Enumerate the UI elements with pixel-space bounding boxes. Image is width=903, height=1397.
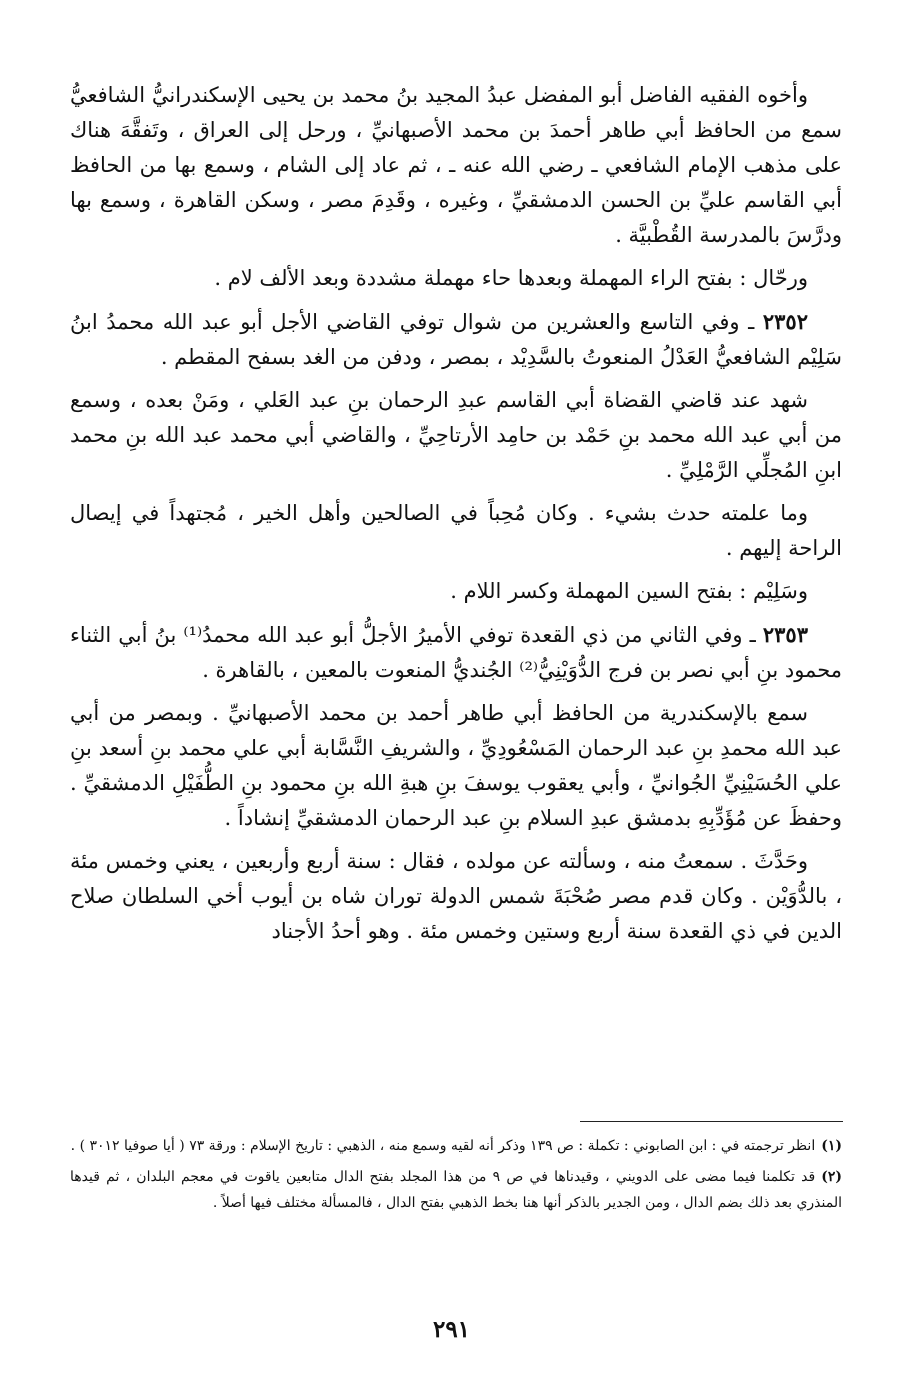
footnote-text: قد تكلمنا فيما مضى على الدويني ، وقيدناها في ص ٩ من هذا المجلد بفتح الدال متابعين ياقوت في معجم البلدان ، ثم قيدها المنذري بعد ذلك بضم الدال ، ومن الجدير بالذكر أنها هنا بخط الذهبي بفتح الدال ، فالمسألة مختلف فيها أصلاً .	[70, 1169, 842, 1211]
entry-text: ـ وفي التاسع والعشرين من شوال توفي القاضي الأجل أبو عبد الله محمدُ ابنُ سَلِيْم الشافعيُّ العَدْلُ المنعوتُ بالسَّدِيْد ، بمصر ، ودفن من الغد بسفح المقطم .	[70, 310, 842, 369]
entry-paragraph	[70, 304, 842, 375]
page-number: ٢٩١	[432, 1316, 471, 1343]
footnote	[70, 1133, 842, 1159]
paragraph: وما علمته حدث بشيء . وكان مُحِباً في الصالحين وأهل الخير ، مُجتهداً في إيصال الراحة إليهم .	[70, 501, 842, 560]
paragraph: سمع بالإسكندرية من الحافظ أبي طاهر أحمد بن محمد الأصبهانيِّ . وبمصر من أبي عبد الله محمدِ بنِ عبد الرحمان المَسْعُودِيِّ ، والشريفِ النَّسَّابة أبي علي محمد بنِ أسعد بنِ علي الحُسَيْنِيِّ الجُوانيِّ ، وأبي يعقوب يوسفَ بنِ هبةِ الله بنِ محمود بنِ الطُّفَيْلِ الدمشقيِّ . وحفظَ عن مُؤَدِّبِهِ بدمشق عبدِ السلام بنِ عبد الرحمان الدمشقيِّ إنشاداً .	[70, 701, 842, 830]
footnote-divider	[580, 1121, 843, 1122]
footnotes	[70, 1133, 842, 1221]
page-body	[70, 78, 842, 957]
gloss-note: وسَلِيْم : بفتح السين المهملة وكسر اللام .	[450, 579, 808, 603]
paragraph: وحَدَّثَ . سمعتُ منه ، وسألته عن مولده ، فقال : سنة أربع وأربعين ، يعني وخمس مئة ، بالدُّوَيْن . وكان قدم مصر صُحْبَةَ شمس الدولة توران شاه بن أيوب أخي السلطان صلاح الدين في ذي القعدة سنة أربع وستين وخمس مئة . وهو أحدُ الأجناد	[70, 849, 842, 943]
paragraph: شهد عند قاضي القضاة أبي القاسم عبدِ الرحمان بنِ عبد العَلي ، ومَنْ بعده ، وسمع من أبي عبد الله محمد بنِ حَمْد بن حامِد الأرتاحِيِّ ، والقاضي أبي محمد عبد الله بنِ محمد ابنِ المُجلِّي الرَّمْلِيِّ .	[70, 388, 842, 482]
entry-text: ـ وفي الثاني من ذي القعدة توفي الأميرُ الأجلُّ أبو عبد الله محمدُ⁽¹⁾ بنُ أبي الثناء محمود بنِ أبي نصر بن فرج الدُّوَيْنِيُّ⁽²⁾ الجُنديُّ المنعوت بالمعين ، بالقاهرة .	[70, 623, 842, 682]
gloss-note: ورحّال : بفتح الراء المهملة وبعدها حاء مهملة مشددة وبعد الألف لام .	[214, 266, 808, 290]
footnote-text: انظر ترجمته في : ابن الصابوني : تكملة : ص ١٣٩ وذكر أنه لقيه وسمع منه ، الذهبي : تاريخ الإسلام : ورقة ٧٣ ( أيا صوفيا ٣٠١٢ ) .	[70, 1138, 816, 1154]
footnote	[70, 1164, 842, 1216]
entry-paragraph	[70, 617, 842, 688]
paragraph: وأخوه الفقيه الفاضل أبو المفضل عبدُ المجيد بنُ محمد بن يحيى الإسكندرانيُّ الشافعيُّ سمع من الحافظ أبي طاهر أحمدَ بن محمد الأصبهانيِّ ، ورحل إلى العراق ، وتَفقَّهَ هناك على مذهب الإمام الشافعي ـ رضي الله عنه ـ ، ثم عاد إلى الشام ، وسمع بها من الحافظ أبي القاسم عليِّ بن الحسن الدمشقيِّ ، وغيره ، وقَدِمَ مصر ، وسكن القاهرة ، وسمع بها ودرَّسَ بالمدرسة القُطْبيَّة .	[70, 83, 842, 247]
entry-number: ٢٣٥٢	[762, 309, 808, 334]
entry-number: ٢٣٥٣	[762, 622, 808, 647]
footnote-marker: (١)	[821, 1138, 842, 1154]
footnote-marker: (٢)	[821, 1169, 842, 1185]
